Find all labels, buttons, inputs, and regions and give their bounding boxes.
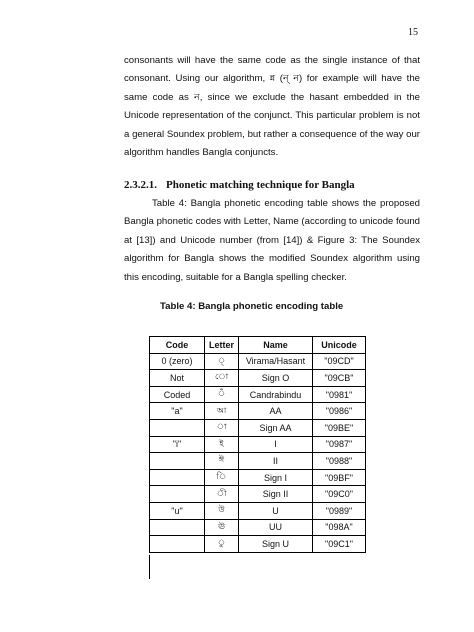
section-heading bbox=[124, 179, 355, 191]
name-cell: Sign O bbox=[239, 370, 313, 387]
letter-cell: া bbox=[205, 419, 239, 436]
letter-cell: ঁ bbox=[205, 386, 239, 403]
table-row bbox=[150, 353, 366, 370]
table-row bbox=[150, 453, 366, 470]
name-cell: Candrabindu bbox=[239, 386, 313, 403]
table-row bbox=[150, 370, 366, 387]
code-cell: "a" bbox=[150, 403, 205, 420]
name-cell: UU bbox=[239, 519, 313, 536]
column-header-name: Name bbox=[239, 337, 313, 354]
code-cell: "u" bbox=[150, 502, 205, 519]
unicode-cell: "098A" bbox=[313, 519, 366, 536]
column-header-unicode: Unicode bbox=[313, 337, 366, 354]
table-row bbox=[150, 419, 366, 436]
unicode-cell: "09BF" bbox=[313, 469, 366, 486]
column-header-code: Code bbox=[150, 337, 205, 354]
paragraph-text: consonants will have the same code as the single instance of that consonant. Using our algorithm, ন্ন (ন্ ন) for example will have the same code as ন, since we exclude the hasant embedded in the Unicode representation of the conjunct. This particular problem is not a general Soundex problem, but rather a consequence of the way our algorithm handles Bangla conjuncts. bbox=[124, 55, 420, 159]
unicode-cell: "09C0" bbox=[313, 486, 366, 503]
unicode-cell: "09BE" bbox=[313, 419, 366, 436]
unicode-cell: "0988" bbox=[313, 453, 366, 470]
table-row bbox=[150, 519, 366, 536]
name-cell: II bbox=[239, 453, 313, 470]
code-cell bbox=[150, 469, 205, 486]
body-paragraph-1 bbox=[124, 52, 420, 162]
table-row bbox=[150, 436, 366, 453]
name-cell: Sign I bbox=[239, 469, 313, 486]
table-continuation-line bbox=[149, 555, 150, 579]
unicode-cell: "09CB" bbox=[313, 370, 366, 387]
phonetic-encoding-table bbox=[149, 336, 366, 553]
table-row bbox=[150, 536, 366, 553]
paragraph-text: Table 4: Bangla phonetic encoding table shows the proposed Bangla phonetic codes with Letter, Name (according to unicode found at [13]) and Unicode number (from [14]) & Figure 3: The Soundex algorithm for Bangla shows the modified Soundex algorithm using this encoding, suitable for a Bangla spelling checker. bbox=[124, 198, 420, 283]
code-cell: Coded bbox=[150, 386, 205, 403]
name-cell: Virama/Hasant bbox=[239, 353, 313, 370]
letter-cell: আ bbox=[205, 403, 239, 420]
code-cell bbox=[150, 519, 205, 536]
name-cell: Sign II bbox=[239, 486, 313, 503]
column-header-letter: Letter bbox=[205, 337, 239, 354]
name-cell: AA bbox=[239, 403, 313, 420]
letter-cell: ি bbox=[205, 469, 239, 486]
table-header-row bbox=[150, 337, 366, 354]
table-row bbox=[150, 386, 366, 403]
table-row bbox=[150, 502, 366, 519]
letter-cell: উ bbox=[205, 502, 239, 519]
code-cell: Not bbox=[150, 370, 205, 387]
code-cell bbox=[150, 419, 205, 436]
table-caption: Table 4: Bangla phonetic encoding table bbox=[160, 301, 344, 312]
code-cell: "i" bbox=[150, 436, 205, 453]
letter-cell: ঊ bbox=[205, 519, 239, 536]
letter-cell: ঈ bbox=[205, 453, 239, 470]
section-title: Phonetic matching technique for Bangla bbox=[166, 179, 355, 191]
code-cell: 0 (zero) bbox=[150, 353, 205, 370]
table-row bbox=[150, 486, 366, 503]
unicode-cell: "0987" bbox=[313, 436, 366, 453]
unicode-cell: "0986" bbox=[313, 403, 366, 420]
code-cell bbox=[150, 536, 205, 553]
name-cell: I bbox=[239, 436, 313, 453]
letter-cell: ই bbox=[205, 436, 239, 453]
letter-cell: ্ bbox=[205, 353, 239, 370]
name-cell: U bbox=[239, 502, 313, 519]
table-row bbox=[150, 403, 366, 420]
name-cell: Sign U bbox=[239, 536, 313, 553]
letter-cell: ো bbox=[205, 370, 239, 387]
page-number: 15 bbox=[408, 27, 418, 38]
code-cell bbox=[150, 453, 205, 470]
unicode-cell: "09CD" bbox=[313, 353, 366, 370]
letter-cell: ু bbox=[205, 536, 239, 553]
code-cell bbox=[150, 486, 205, 503]
body-paragraph-2 bbox=[124, 195, 420, 287]
letter-cell: ী bbox=[205, 486, 239, 503]
unicode-cell: "0981" bbox=[313, 386, 366, 403]
section-number: 2.3.2.1. bbox=[124, 179, 157, 191]
table-row bbox=[150, 469, 366, 486]
name-cell: Sign AA bbox=[239, 419, 313, 436]
unicode-cell: "0989" bbox=[313, 502, 366, 519]
unicode-cell: "09C1" bbox=[313, 536, 366, 553]
